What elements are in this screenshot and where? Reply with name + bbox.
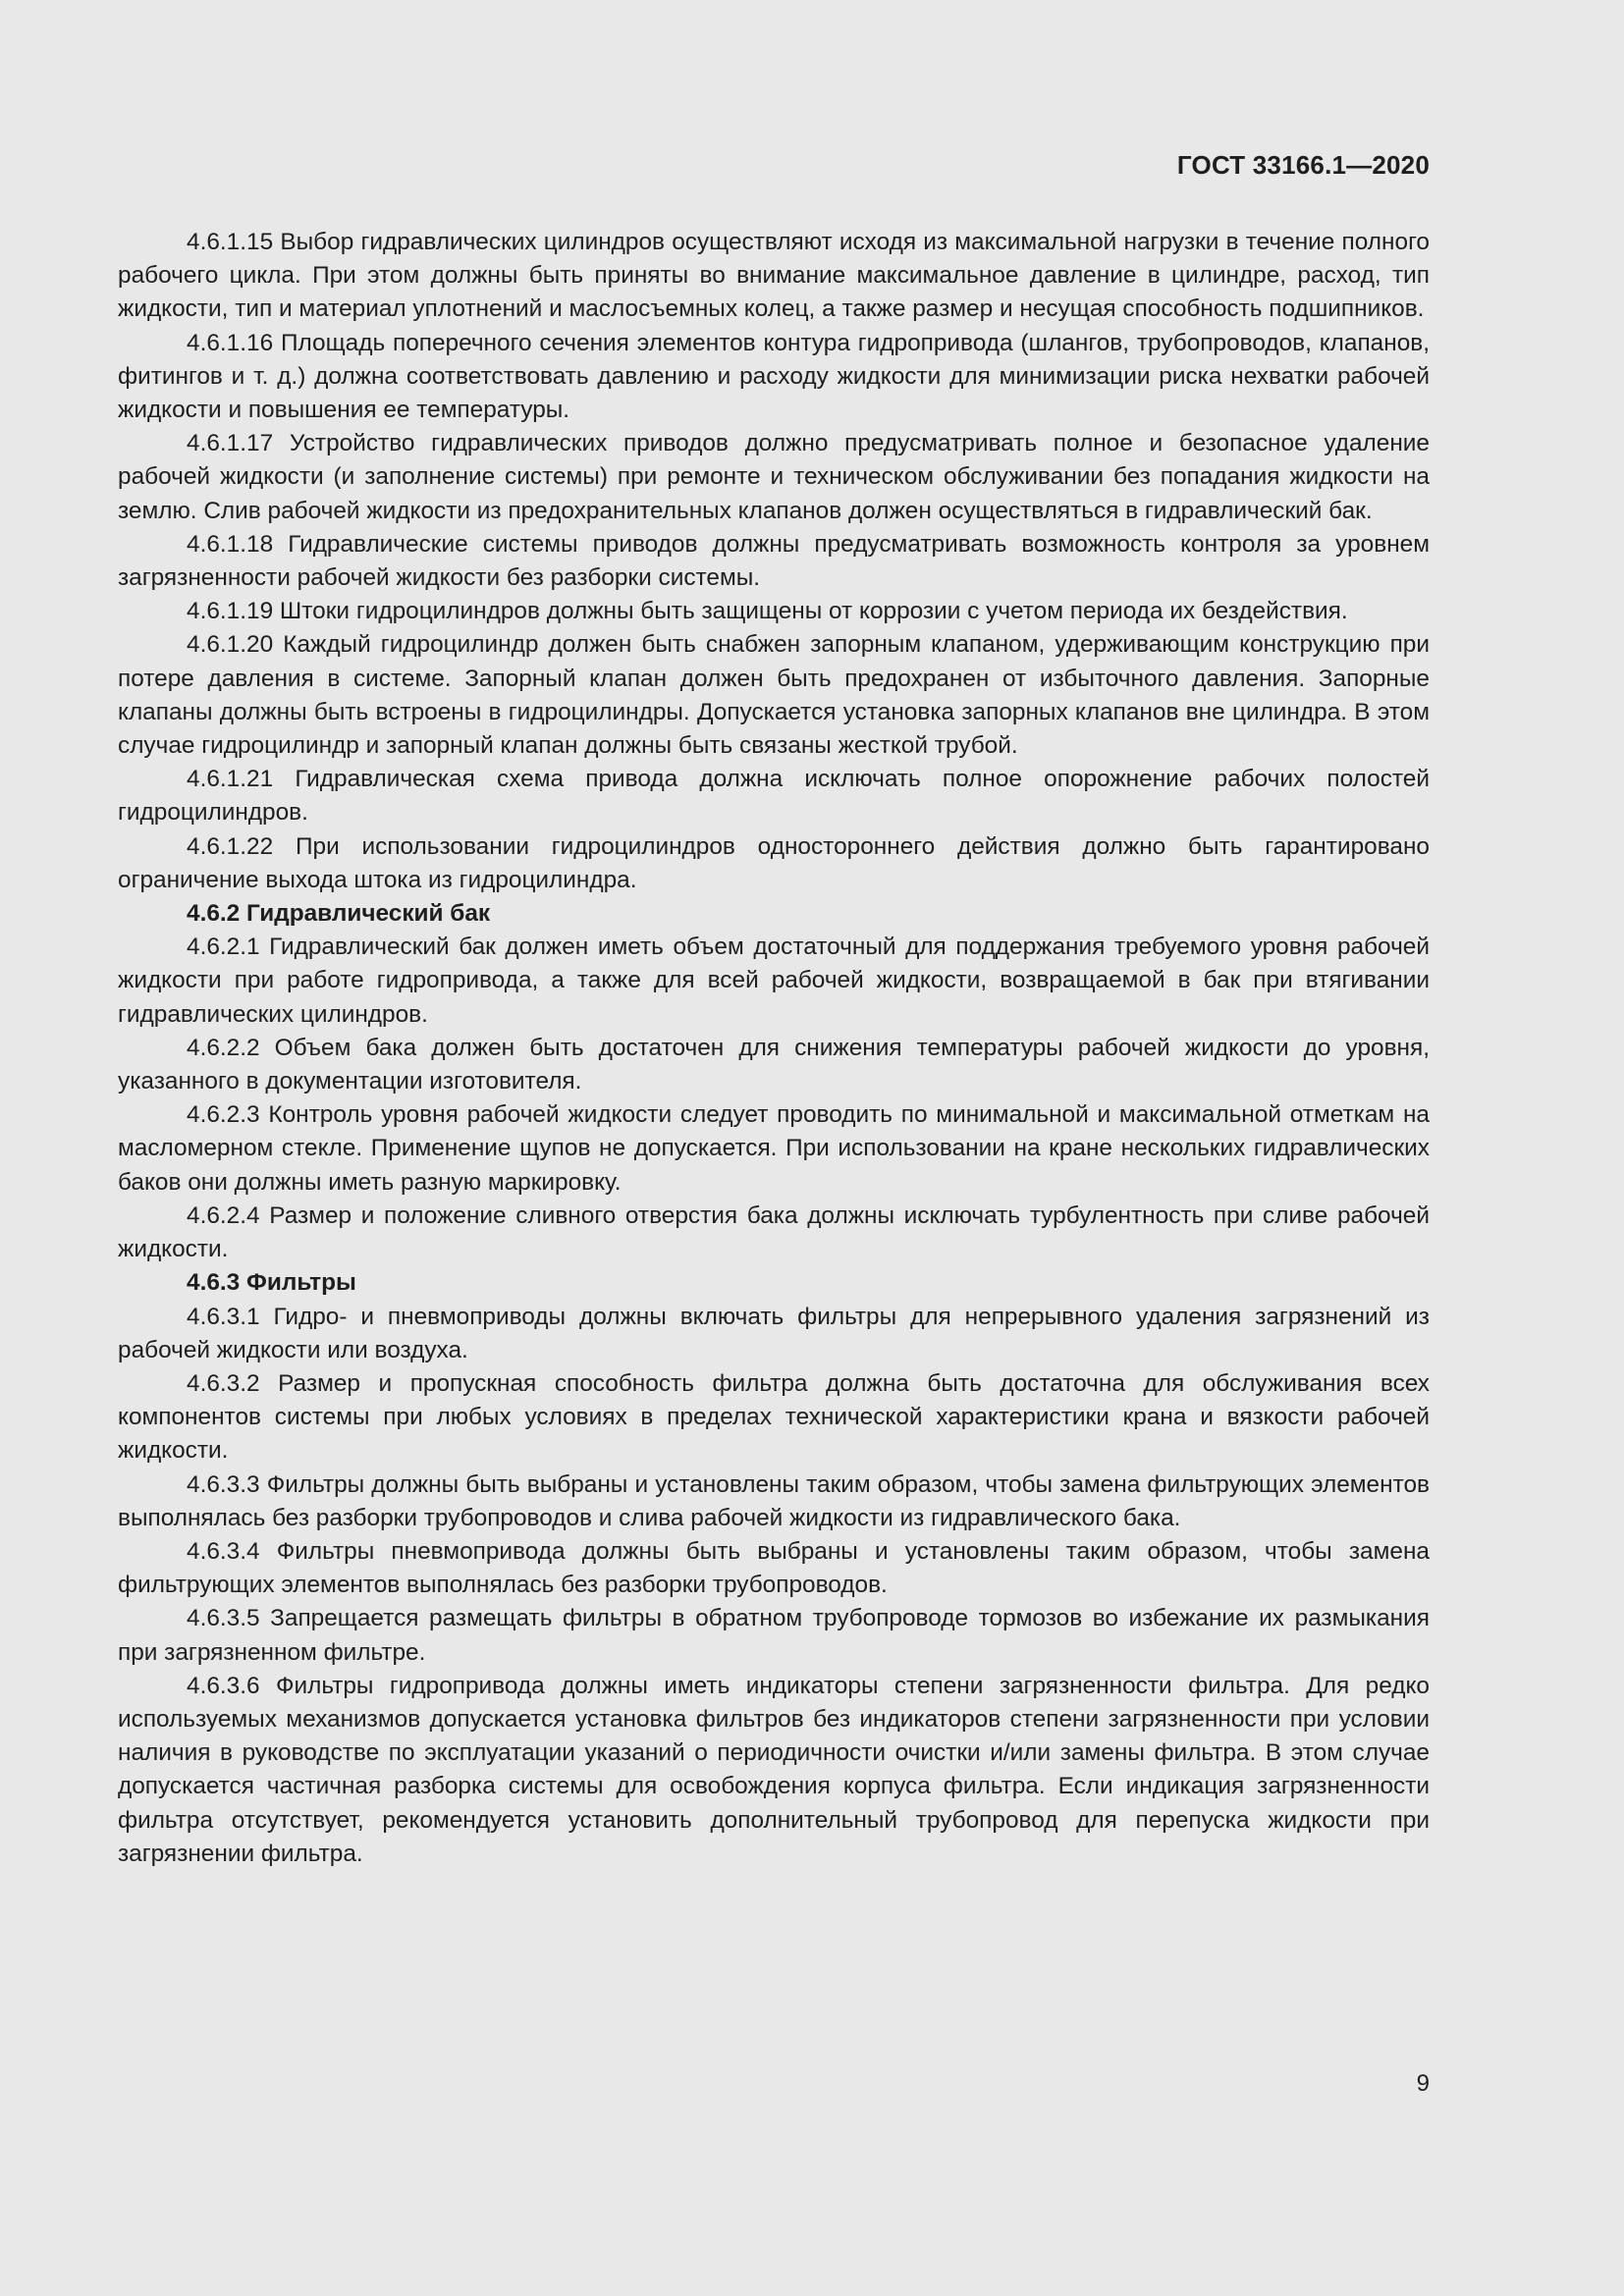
clause-paragraph: 4.6.1.19 Штоки гидроцилиндров должны быть защищены от коррозии с учетом периода их бездействия. <box>187 598 1348 625</box>
clause-paragraph: 4.6.3.1 Гидро- и пневмоприводы должны включать фильтры для непрерывного удаления загрязнений из рабочей жидкости или воздуха. <box>118 1303 1430 1363</box>
clause-paragraph: 4.6.2.2 Объем бака должен быть достаточен для снижения температуры рабочей жидкости до уровня, указанного в документации изготовителя. <box>118 1034 1430 1095</box>
section-heading: 4.6.3 Фильтры <box>187 1269 356 1297</box>
page-number: 9 <box>1416 2070 1430 2097</box>
document-code-header: ГОСТ 33166.1—2020 <box>1176 150 1430 180</box>
clause-paragraph: 4.6.1.16 Площадь поперечного сечения элементов контура гидропривода (шлангов, трубопроводов, клапанов, фитингов и т. д.) должна соответствовать давлению и расходу жидкости для минимизации риска нехватки рабочей жидкости и повышения ее температуры. <box>118 329 1430 424</box>
clause-paragraph: 4.6.3.6 Фильтры гидропривода должны иметь индикаторы степени загрязненности фильтра. Для редко используемых механизмов допускается установка фильтров без индикаторов степени загрязненности при условии наличия в руководстве по эксплуатации указаний о периодичности очистки и/или замены фильтра. В этом случае допускается частичная разборка системы для освобождения корпуса фильтра. Если индикация загрязненности фильтра отсутствует, рекомендуется установить дополнительный трубопровод для перепуска жидкости при загрязнении фильтра. <box>118 1672 1430 1867</box>
clause-paragraph: 4.6.1.21 Гидравлическая схема привода должна исключать полное опорожнение рабочих полостей гидроцилиндров. <box>118 766 1430 827</box>
clause-paragraph: 4.6.1.15 Выбор гидравлических цилиндров осуществляют исходя из максимальной нагрузки в течение полного рабочего цикла. При этом должны быть приняты во внимание максимальное давление в цилиндре, расход, тип жидкости, тип и материал уплотнений и маслосъемных колец, а также размер и несущая способность подшипников. <box>118 229 1430 323</box>
clause-paragraph: 4.6.1.20 Каждый гидроцилиндр должен быть снабжен запорным клапаном, удерживающим конструкцию при потере давления в системе. Запорный клапан должен быть предохранен от избыточного давления. Запорные клапаны должны быть встроены в гидроцилиндры. Допускается установка запорных клапанов вне цилиндра. В этом случае гидроцилиндр и запорный клапан должны быть связаны жесткой трубой. <box>118 631 1430 760</box>
clause-paragraph: 4.6.2.1 Гидравлический бак должен иметь объем достаточный для поддержания требуемого уровня рабочей жидкости при работе гидропривода, а также для всей рабочей жидкости, возвращаемой в бак при втягивании гидравлических цилиндров. <box>118 934 1430 1028</box>
clause-paragraph: 4.6.1.18 Гидравлические системы приводов должны предусматривать возможность контроля за уровнем загрязненности рабочей жидкости без разборки системы. <box>118 530 1430 592</box>
clause-paragraph: 4.6.1.22 При использовании гидроцилиндров одностороннего действия должно быть гарантировано ограничение выхода штока из гидроцилиндра. <box>118 832 1430 893</box>
clause-paragraph: 4.6.1.17 Устройство гидравлических приводов должно предусматривать полное и безопасное удаление рабочей жидкости (и заполнение системы) при ремонте и техническом обслуживании без попадания жидкости на землю. Слив рабочей жидкости из предохранительных клапанов должен осуществляться в гидравлический бак. <box>118 430 1430 524</box>
clause-paragraph: 4.6.3.4 Фильтры пневмопривода должны быть выбраны и установлены таким образом, чтобы замена фильтрующих элементов выполнялась без разборки трубопроводов. <box>118 1537 1430 1599</box>
clause-paragraph: 4.6.2.4 Размер и положение сливного отверстия бака должны исключать турбулентность при сливе рабочей жидкости. <box>118 1201 1430 1263</box>
clause-paragraph: 4.6.3.3 Фильтры должны быть выбраны и установлены таким образом, чтобы замена фильтрующих элементов выполнялась без разборки трубопроводов и слива рабочей жидкости из гидравлического бака. <box>118 1470 1430 1531</box>
document-body <box>118 226 1430 1871</box>
section-heading: 4.6.2 Гидравлический бак <box>187 900 491 928</box>
clause-paragraph: 4.6.2.3 Контроль уровня рабочей жидкости следует проводить по минимальной и максимальной отметкам на масломерном стекле. Применение щупов не допускается. При использовании на кране нескольких гидравлических баков они должны иметь разную маркировку. <box>118 1101 1430 1196</box>
clause-paragraph: 4.6.3.5 Запрещается размещать фильтры в обратном трубопроводе тормозов во избежание их размыкания при загрязненном фильтре. <box>118 1605 1430 1666</box>
clause-paragraph: 4.6.3.2 Размер и пропускная способность фильтра должна быть достаточна для обслуживания всех компонентов системы при любых условиях в пределах технической характеристики крана и вязкости рабочей жидкости. <box>118 1369 1430 1465</box>
